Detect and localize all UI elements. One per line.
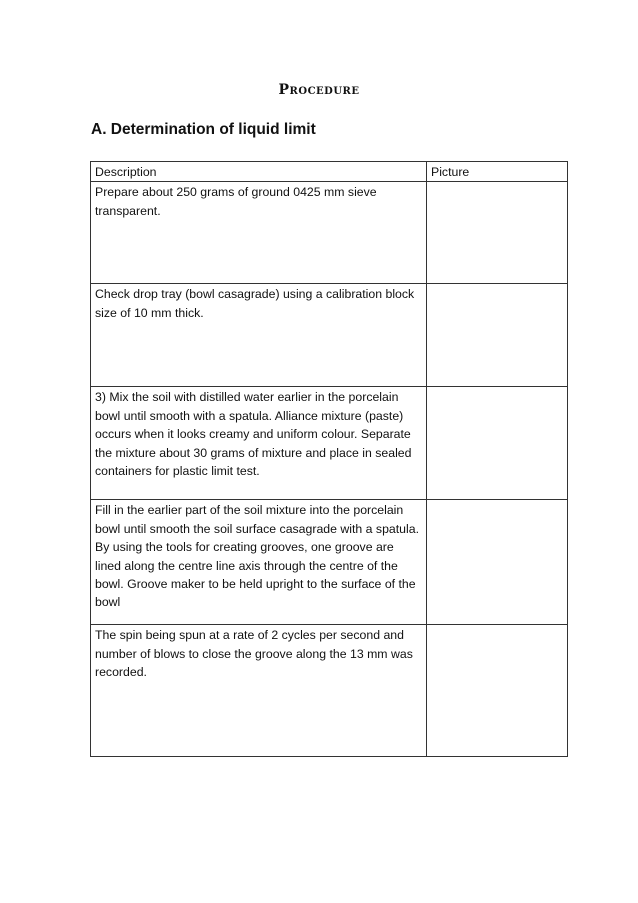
step-description: The spin being spun at a rate of 2 cycles per second and number of blows to close the groove along the 13 mm was recorded. [91,625,427,757]
procedure-table [90,161,568,757]
table-row [91,500,568,625]
step-picture-cell [427,625,568,757]
step-description: 3) Mix the soil with distilled water earlier in the porcelain bowl until smooth with a spatula. Alliance mixture (paste) occurs when it looks creamy and uniform colour. Separate the mixture about 30 grams of mixture and place in sealed containers for plastic limit test. [91,387,427,500]
page-heading: Procedure [278,82,360,98]
table-row [91,625,568,757]
step-picture-cell [427,182,568,284]
step-description: Prepare about 250 grams of ground 0425 mm sieve transparent. [91,182,427,284]
column-header-picture: Picture [427,162,568,182]
column-header-description: Description [91,162,427,182]
step-picture-cell [427,500,568,625]
step-description: Fill in the earlier part of the soil mixture into the porcelain bowl until smooth the soil surface casagrade with a spatula. By using the tools for creating grooves, one groove are lined along the centre line axis through the centre of the bowl. Groove maker to be held upright to the surface of the bowl [91,500,427,625]
table-row [91,182,568,284]
step-picture-cell [427,284,568,387]
section-title: A. Determination of liquid limit [91,121,316,138]
table-row [91,284,568,387]
table-row [91,387,568,500]
table-header-row [91,162,568,182]
step-description: Check drop tray (bowl casagrade) using a calibration block size of 10 mm thick. [91,284,427,387]
step-picture-cell [427,387,568,500]
